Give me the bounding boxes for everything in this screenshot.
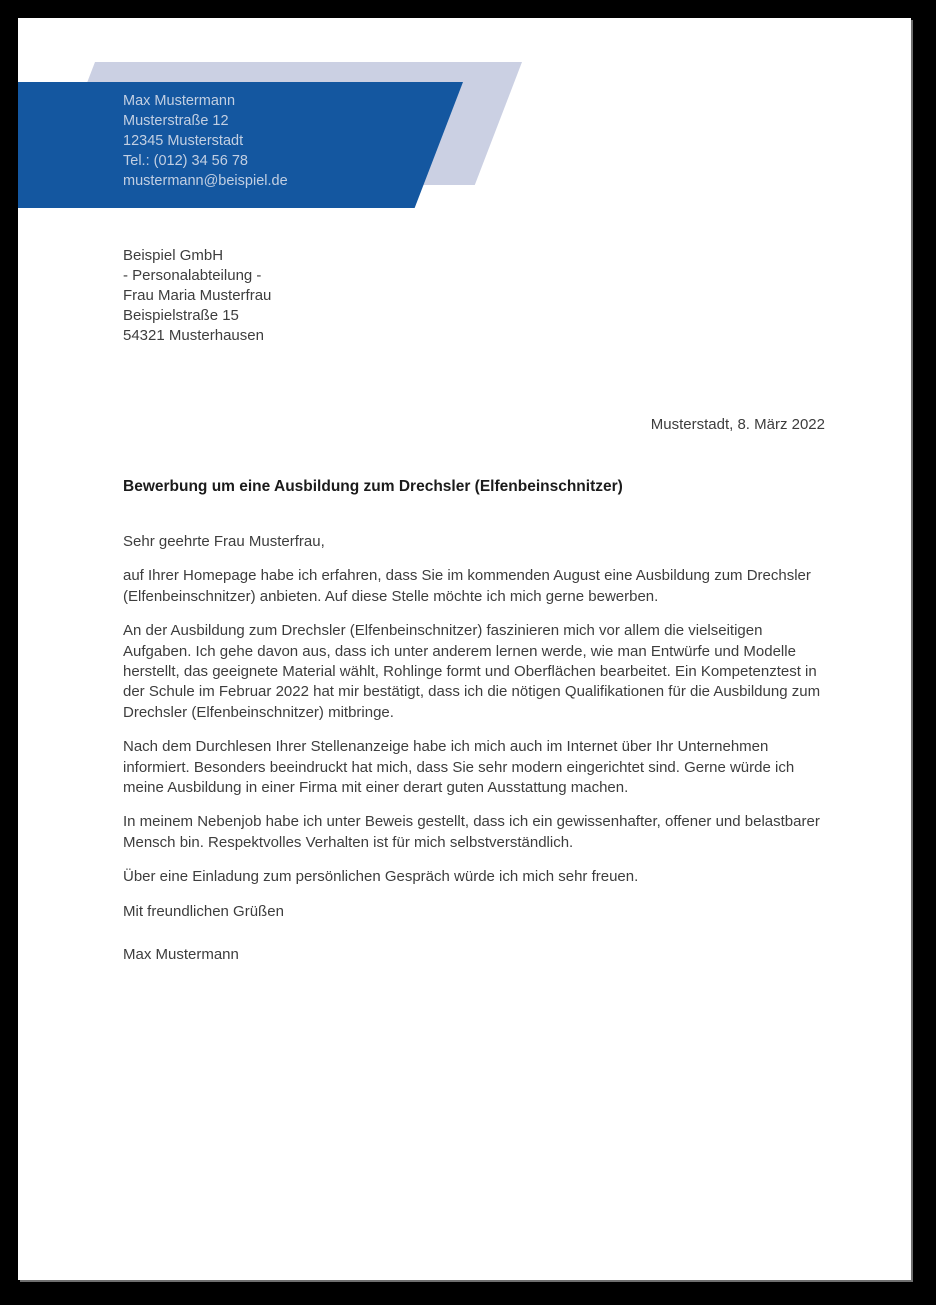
paragraph-1: auf Ihrer Homepage habe ich erfahren, dass Sie im kommenden August eine Ausbildung zum Drechsler (Elfenbeinschnitzer) anbieten. Auf diese Stelle möchte ich mich gerne bewerben. bbox=[123, 567, 811, 605]
paragraph-5: Über eine Einladung zum persönlichen Gespräch würde ich mich sehr freuen. bbox=[123, 868, 639, 886]
recipient-city: 54321 Musterhausen bbox=[123, 327, 264, 344]
recipient-company: Beispiel GmbH bbox=[123, 247, 224, 264]
date-line: Musterstadt, 8. März 2022 bbox=[650, 416, 825, 433]
signature-name: Max Mustermann bbox=[123, 946, 239, 964]
sender-city: 12345 Musterstadt bbox=[123, 133, 244, 149]
sender-phone: Tel.: (012) 34 56 78 bbox=[123, 153, 248, 169]
letter-page bbox=[18, 18, 911, 1280]
letter-body bbox=[123, 532, 825, 980]
recipient-department: - Personalabteilung - bbox=[123, 267, 262, 284]
paragraph-2: An der Ausbildung zum Drechsler (Elfenbeinschnitzer) faszinieren mich vor allem die vielseitigen Aufgaben. Ich gehe davon aus, dass ich unter anderem lernen werde, wie man Entwürfe und Modelle herstellt, das geeignete Material wählt, Rohlinge formt und Oberflächen bearbeitet. Ein Kompetenztest in der Schule im Februar 2022 hat mir bestätigt, dass ich die nötigen Qualifikationen für die Ausbildung zum Drechsler (Elfenbeinschnitzer) mitbringe. bbox=[123, 622, 821, 721]
recipient-contact: Frau Maria Musterfrau bbox=[123, 287, 272, 304]
salutation: Sehr geehrte Frau Musterfrau, bbox=[123, 533, 325, 550]
recipient-street: Beispielstraße 15 bbox=[123, 307, 239, 324]
recipient-block bbox=[123, 246, 271, 346]
sender-email: mustermann@beispiel.de bbox=[123, 173, 288, 189]
paragraph-4: In meinem Nebenjob habe ich unter Beweis gestellt, dass ich ein gewissenhafter, offener und belastbarer Mensch bin. Respektvolles Verhalten ist für mich selbstverständlich. bbox=[123, 813, 820, 851]
paragraph-3: Nach dem Durchlesen Ihrer Stellenanzeige habe ich mich auch im Internet über Ihr Unternehmen informiert. Besonders beeindruckt hat mich, dass Sie sehr modern eingerichtet sind. Gerne würde ich meine Ausbildung in einer Firma mit einer derart guten Ausstattung machen. bbox=[123, 738, 795, 797]
sender-block bbox=[123, 91, 288, 191]
sender-name: Max Mustermann bbox=[123, 93, 236, 109]
closing-phrase: Mit freundlichen Grüßen bbox=[123, 902, 284, 920]
subject-line: Bewerbung um eine Ausbildung zum Drechsler (Elfenbeinschnitzer) bbox=[123, 478, 623, 495]
sender-street: Musterstraße 12 bbox=[123, 113, 229, 129]
